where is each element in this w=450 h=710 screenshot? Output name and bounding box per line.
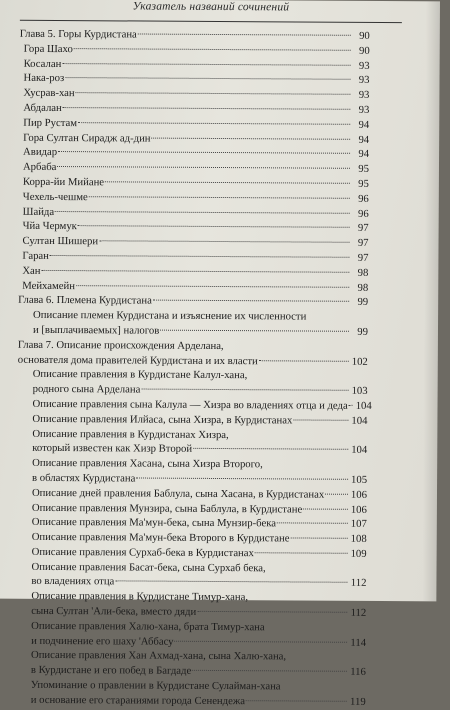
toc-entry-title: Описание дней правления Баблула, сына Хасана, в Курдистанах: [31, 486, 325, 501]
toc-entry-title: и подчинение его шаху 'Аббасу: [31, 634, 174, 648]
toc-entry-title: Описание правления Сурхаб-бека в Курдистанах: [31, 545, 254, 560]
toc-entry-page: 97: [357, 222, 369, 235]
dot-leader: [192, 670, 347, 672]
toc-entry-page: 90: [358, 44, 370, 57]
toc-entry-title: Косалан: [23, 57, 62, 70]
toc-entry-title: Описание правления Басат-бека, сына Сурхаб бека,: [31, 560, 266, 574]
toc-entry-page: 116: [350, 666, 366, 679]
dot-leader: [277, 523, 348, 524]
dot-leader: [74, 48, 351, 51]
toc-entry-page: 95: [358, 177, 369, 190]
toc-entry-page: 112: [350, 606, 367, 619]
toc-entry: [20, 42, 370, 59]
toc-entry-title: основателя дома правителей Курдистана и их власти: [17, 353, 258, 367]
toc-entry-title: Описание правления в Курдистане Тимур-хана,: [31, 590, 249, 604]
toc-entry-page: 107: [350, 518, 367, 531]
toc-entry-page: 104: [351, 414, 368, 427]
toc-entry-title: Абдалан: [23, 101, 62, 115]
toc-entry-title: Упоминание о правлении в Курдистане Сулайман-хана: [30, 678, 281, 693]
dot-leader: [349, 405, 353, 406]
dot-leader: [138, 33, 351, 35]
header-rule: [20, 20, 402, 23]
dot-leader: [325, 493, 348, 494]
toc-entry: [18, 234, 368, 251]
dot-leader: [42, 270, 350, 273]
dot-leader: [152, 137, 351, 139]
dot-leader: [303, 508, 348, 509]
dot-leader: [246, 700, 347, 702]
toc-entry-page: 94: [358, 118, 370, 131]
toc-entry-page: 109: [350, 547, 367, 560]
dot-leader: [78, 122, 350, 125]
toc-entry-page: 94: [358, 133, 370, 146]
toc-entry-title: Описание правления Ма'мун-бека Второго в Курдистане: [31, 530, 290, 545]
toc-entry-title: Авидар: [23, 146, 58, 159]
toc-entry-title: Описание правления Хасана, сына Хизра Второго,: [32, 456, 263, 471]
toc-entry: [19, 86, 369, 103]
dot-leader: [197, 611, 347, 613]
toc-entry-title: Описание правления Ма'мун-бека, сына Мунзир-бека: [31, 516, 277, 530]
dot-leader: [99, 240, 349, 243]
toc-entry-title: Глава 6. Племена Курдистана: [18, 294, 152, 307]
toc-entry-page: 99: [357, 296, 369, 309]
toc-entry-title: Гора Шахо: [23, 42, 73, 55]
toc-entry-page: 98: [357, 281, 369, 294]
toc-entry-title: Описание правления Илйаса, сына Хизра, в Курдистанах: [32, 412, 293, 427]
dot-leader: [115, 581, 347, 583]
toc-entry-page: 93: [358, 89, 370, 102]
toc-entry-title: Хусрав-хан: [23, 86, 75, 100]
toc-entry-title: Арбаба: [22, 160, 57, 174]
toc-entry-page: 103: [351, 384, 368, 398]
dot-leader: [160, 330, 349, 332]
dot-leader: [62, 63, 350, 66]
dot-leader: [153, 300, 349, 302]
dot-leader: [78, 225, 350, 228]
toc-entry-page: 106: [350, 488, 368, 501]
toc-entry-title: Султан Шишери: [22, 234, 99, 248]
toc-entry-title: родного сына Арделана: [32, 382, 141, 396]
dot-leader: [57, 166, 350, 169]
dot-leader: [105, 181, 350, 183]
toc-entry-title: и [выплачиваемых] налогов: [32, 323, 160, 337]
toc-entry-title: Пир Рустам: [23, 116, 78, 129]
toc-entry-page: 97: [357, 251, 369, 264]
dot-leader: [291, 538, 348, 539]
table-of-contents: [16, 27, 370, 710]
toc-entry-page: 94: [358, 148, 370, 161]
toc-entry-title: Описание правления сына Калула — Хизра во владениях отца и деда: [32, 397, 348, 412]
toc-entry-page: 90: [359, 29, 370, 42]
toc-entry-title: Гаран: [22, 249, 49, 262]
dot-leader: [136, 477, 348, 479]
toc-entry-title: Описание правления в Курдистане Калул-хана,: [32, 368, 248, 382]
toc-entry-page: 96: [357, 207, 369, 220]
toc-entry-page: 99: [357, 325, 369, 338]
toc-entry-title: сына Султан 'Али-бека, вместо дяди: [31, 604, 197, 618]
toc-entry-page: 98: [357, 266, 369, 279]
toc-entry-page: 102: [351, 355, 368, 368]
dot-leader: [141, 389, 348, 391]
toc-entry-title: Глава 7. Описание происхождения Арделана,: [17, 338, 224, 352]
toc-entry-title: Глава 5. Горы Курдистана: [19, 27, 137, 41]
toc-entry-title: который известен как Хизр Второй: [32, 442, 193, 456]
toc-entry-title: Хан: [22, 264, 41, 277]
toc-entry-page: 114: [350, 636, 367, 649]
toc-entry: [19, 190, 369, 207]
toc-entry: [16, 693, 366, 710]
dot-leader: [259, 360, 349, 362]
dot-leader: [293, 419, 348, 420]
toc-entry-title: Чйа Чермук: [22, 220, 77, 233]
toc-entry-title: и основание его стараниями города Сенендежа: [30, 693, 246, 708]
dot-leader: [50, 255, 350, 258]
toc-entry-title: в областях Курдистана: [32, 471, 136, 485]
toc-entry-page: 96: [358, 192, 369, 205]
toc-entry-page: 108: [350, 532, 367, 545]
toc-entry-page: 104: [351, 444, 368, 457]
toc-entry-page: 93: [358, 59, 370, 72]
running-header: Указатель названий сочинений: [132, 0, 290, 14]
toc-entry-title: Нака-роз: [23, 72, 65, 85]
toc-entry-title: Описание правления Хан Ахмад-хана, сына Халю-хана,: [30, 649, 287, 663]
toc-entry-title: во владениях отца: [31, 575, 115, 588]
dot-leader: [55, 211, 350, 214]
toc-entry-page: 93: [358, 103, 370, 116]
toc-entry-page: 97: [357, 237, 369, 250]
toc-entry-page: 112: [350, 577, 367, 590]
dot-leader: [76, 92, 351, 95]
dot-leader: [175, 640, 348, 642]
dot-leader: [63, 107, 351, 110]
toc-entry-title: Мейхамейн: [22, 279, 76, 292]
toc-entry-title: Чехель-чешме: [22, 190, 88, 203]
toc-entry-page: 93: [358, 74, 370, 87]
dot-leader: [193, 448, 348, 450]
dot-leader: [65, 77, 350, 80]
toc-entry-title: Описание правления в Курдистанах Хизра,: [32, 427, 229, 441]
toc-entry-title: Описание правления Халю-хана, брата Тимур-хана: [31, 619, 265, 634]
dot-leader: [89, 196, 350, 199]
dot-leader: [255, 552, 348, 554]
toc-entry-page: 119: [350, 695, 366, 708]
dot-leader: [76, 285, 349, 288]
toc-entry-title: в Курдистане и его побед в Багдаде: [30, 664, 192, 678]
toc-entry-page: 104: [355, 399, 372, 412]
toc-entry-page: 106: [350, 503, 367, 516]
toc-entry-title: Корра-йи Мийане: [22, 175, 105, 189]
toc-entry-page: 105: [351, 473, 368, 486]
toc-entry-title: Описание правления Мунзира, сына Баблула, в Курдистане: [31, 501, 303, 516]
toc-entry-title: Гора Султан Сирадж ад-дин: [23, 131, 151, 145]
toc-entry-title: Шайда: [22, 205, 55, 218]
dot-leader: [58, 151, 350, 154]
toc-entry-page: 95: [358, 163, 370, 176]
toc-entry: [19, 130, 369, 147]
page-edge-shadow: [422, 1, 440, 601]
toc-entry-title: Описание племен Курдистана и изъяснение их численности: [33, 309, 307, 323]
